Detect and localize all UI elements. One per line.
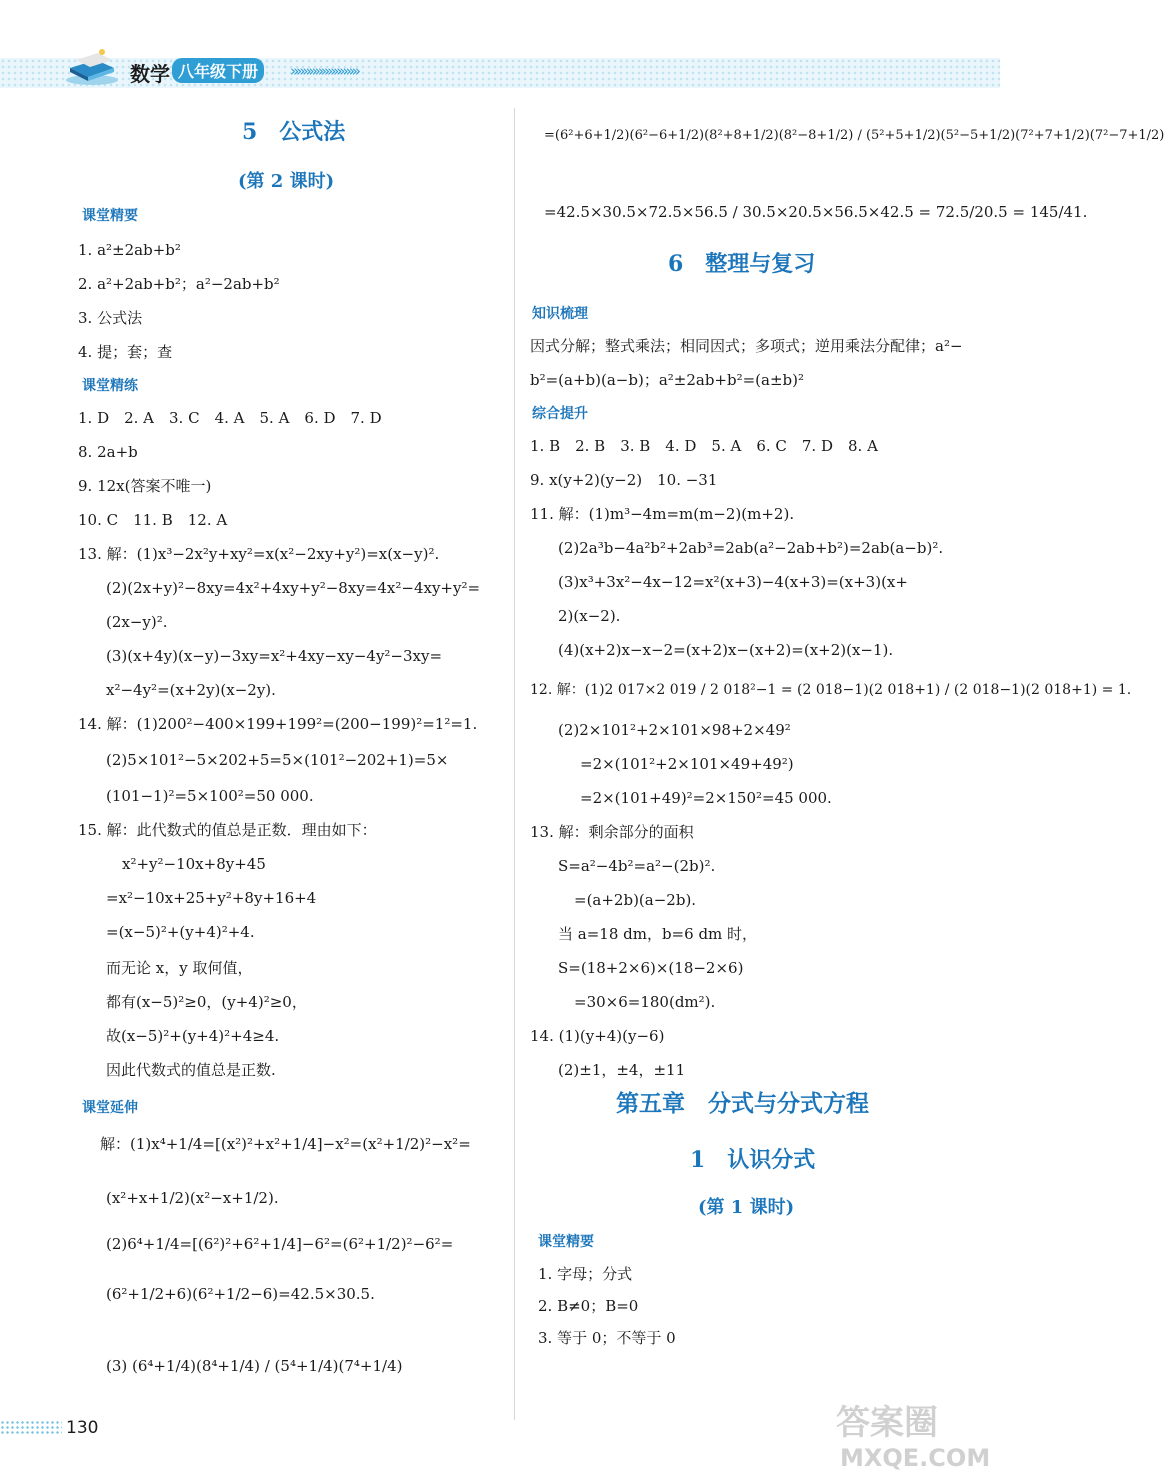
solution-line: 11. 解：(1)m³−4m=m(m−2)(m+2). [530, 505, 795, 523]
solution-line: (3)x³+3x²−4x−12=x²(x+3)−4(x+3)=(x+3)(x+ [558, 573, 908, 591]
solution-line: (3)(x+4y)(x−y)−3xy=x²+4xy−xy−4y²−3xy= [106, 647, 443, 665]
solution-line: =x²−10x+25+y²+8y+16+4 [106, 889, 317, 907]
tag-ketangjingyao: 课堂精要 [82, 208, 138, 224]
solution-line: (2)2×101²+2×101×98+2×49² [558, 721, 791, 739]
solution-line: 都有(x−5)²≥0，(y+4)²≥0， [106, 993, 307, 1011]
solution-line: x²+y²−10x+8y+45 [122, 855, 266, 873]
answer-line: 2. B≠0；B=0 [538, 1297, 639, 1315]
solution-line: 12. 解：(1)2 017×2 019 / 2 018²−1 = (2 018−1)(2 018+1) / (2 018−1)(2 018+1) = 1. [530, 682, 1132, 698]
solution-line: =30×6=180(dm²). [574, 993, 716, 1011]
solution-line: =(a+2b)(a−2b). [574, 891, 697, 909]
section-title: 5 公式法 [242, 119, 346, 145]
solution-line: (2)±1，±4，±11 [558, 1061, 686, 1079]
tag-ketangjingyao: 课堂精要 [538, 1234, 594, 1250]
solution-line: (4)(x+2)x−x−2=(x+2)x−(x+2)=(x+2)(x−1). [558, 641, 894, 659]
solution-line: 13. 解：剩余部分的面积 [530, 823, 694, 841]
section-title: 1 认识分式 [690, 1147, 816, 1173]
solution-line: (2)(2x+y)²−8xy=4x²+4xy+y²−8xy=4x²−4xy+y²= [106, 579, 481, 597]
solution-line: 解：(1)x⁴+1/4=[(x²)²+x²+1/4]−x²=(x²+1/2)²−x²= [100, 1135, 471, 1153]
column-divider [514, 108, 515, 1420]
solution-line: (2)5×101²−5×202+5=5×(101²−202+1)=5× [106, 751, 449, 769]
answer-line: 9. x(y+2)(y−2) 10. −31 [530, 471, 718, 489]
solution-line: (2x−y)². [106, 613, 168, 631]
solution-line: =(6²+6+1/2)(6²−6+1/2)(8²+8+1/2)(8²−8+1/2) / (5²+5+1/2)(5²−5+1/2)(7²+7+1/2)(7²−7+1/2) [544, 128, 1164, 143]
solution-line: 故(x−5)²+(y+4)²+4≥4. [106, 1027, 280, 1045]
book-stack-icon [62, 46, 120, 86]
tag-ketangyanshen: 课堂延伸 [82, 1100, 138, 1116]
answer-line: 10. C 11. B 12. A [78, 511, 228, 529]
header-subject: 数学 [130, 62, 170, 86]
section-title: 6 整理与复习 [668, 251, 816, 277]
solution-line: S=a²−4b²=a²−(2b)². [558, 857, 716, 875]
svg-text:答案圈: 答案圈 [836, 1403, 938, 1443]
solution-line: =2×(101+49)²=2×150²=45 000. [580, 789, 832, 807]
solution-line: =42.5×30.5×72.5×56.5 / 30.5×20.5×56.5×42.5 = 72.5/20.5 = 145/41. [544, 203, 1088, 221]
solution-line: 13. 解：(1)x³−2x²y+xy²=x(x²−2xy+y²)=x(x−y)². [78, 545, 440, 563]
tag-ketangjinglian: 课堂精练 [82, 378, 138, 394]
solution-line: (101−1)²=5×100²=50 000. [106, 787, 314, 805]
solution-line: (3) (6⁴+1/4)(8⁴+1/4) / (5⁴+1/4)(7⁴+1/4) [106, 1357, 403, 1375]
answer-line: 1. 字母；分式 [538, 1265, 633, 1283]
tag-zhishishuli: 知识梳理 [532, 306, 588, 322]
solution-line: (x²+x+1/2)(x²−x+1/2). [106, 1189, 279, 1207]
solution-line: x²−4y²=(x+2y)(x−2y). [106, 681, 276, 699]
answer-line: 1. D 2. A 3. C 4. A 5. A 6. D 7. D [78, 409, 382, 427]
header-grade-badge: 八年级下册 [172, 58, 264, 83]
solution-line: 14. (1)(y+4)(y−6) [530, 1027, 665, 1045]
answer-line: 1. a²±2ab+b² [78, 241, 181, 259]
answer-line: 3. 公式法 [78, 309, 143, 327]
solution-line: (2)2a³b−4a²b²+2ab³=2ab(a²−2ab+b²)=2ab(a−b)². [558, 539, 944, 557]
solution-line: S=(18+2×6)×(18−2×6) [558, 959, 744, 977]
solution-line: =(x−5)²+(y+4)²+4. [106, 923, 255, 941]
solution-line: (2)6⁴+1/4=[(6²)²+6²+1/4]−6²=(6²+1/2)²−6²= [106, 1235, 454, 1253]
page-header [0, 0, 1000, 96]
solution-line: 因此代数式的值总是正数. [106, 1061, 276, 1079]
answer-line: 9. 12x(答案不唯一) [78, 477, 212, 495]
page-number: 130 [66, 1418, 99, 1438]
review-line: b²=(a+b)(a−b)；a²±2ab+b²=(a±b)² [530, 371, 805, 389]
answer-line: 4. 提；套；查 [78, 343, 173, 361]
solution-line: 14. 解：(1)200²−400×199+199²=(200−199)²=1²=1. [78, 715, 478, 733]
answer-line: 1. B 2. B 3. B 4. D 5. A 6. C 7. D 8. A [530, 437, 878, 455]
lesson-label: (第 2 课时) [238, 171, 335, 192]
tag-zonghetisheng: 综合提升 [532, 406, 588, 422]
review-line: 因式分解；整式乘法；相同因式；多项式；逆用乘法分配律；a²− [530, 337, 963, 355]
svg-text:MXQE.COM: MXQE.COM [840, 1444, 991, 1472]
solution-line: 当 a=18 dm，b=6 dm 时， [558, 925, 758, 943]
answer-line: 3. 等于 0；不等于 0 [538, 1329, 676, 1347]
watermark-logo [830, 1400, 990, 1472]
solution-line: (6²+1/2+6)(6²+1/2−6)=42.5×30.5. [106, 1285, 375, 1303]
chapter-title: 第五章 分式与分式方程 [616, 1090, 869, 1117]
solution-line: =2×(101²+2×101×49+49²) [580, 755, 794, 773]
footer-dot-bar [0, 1420, 62, 1434]
lesson-label: (第 1 课时) [698, 1197, 795, 1218]
solution-line: 而无论 x，y 取何值， [106, 959, 253, 977]
header-chevrons: »»»»»»»»»»» [290, 62, 358, 80]
answer-line: 2. a²+2ab+b²；a²−2ab+b² [78, 275, 280, 293]
answer-line: 8. 2a+b [78, 443, 138, 461]
solution-line: 2)(x−2). [558, 607, 621, 625]
solution-line: 15. 解：此代数式的值总是正数．理由如下： [78, 821, 377, 839]
